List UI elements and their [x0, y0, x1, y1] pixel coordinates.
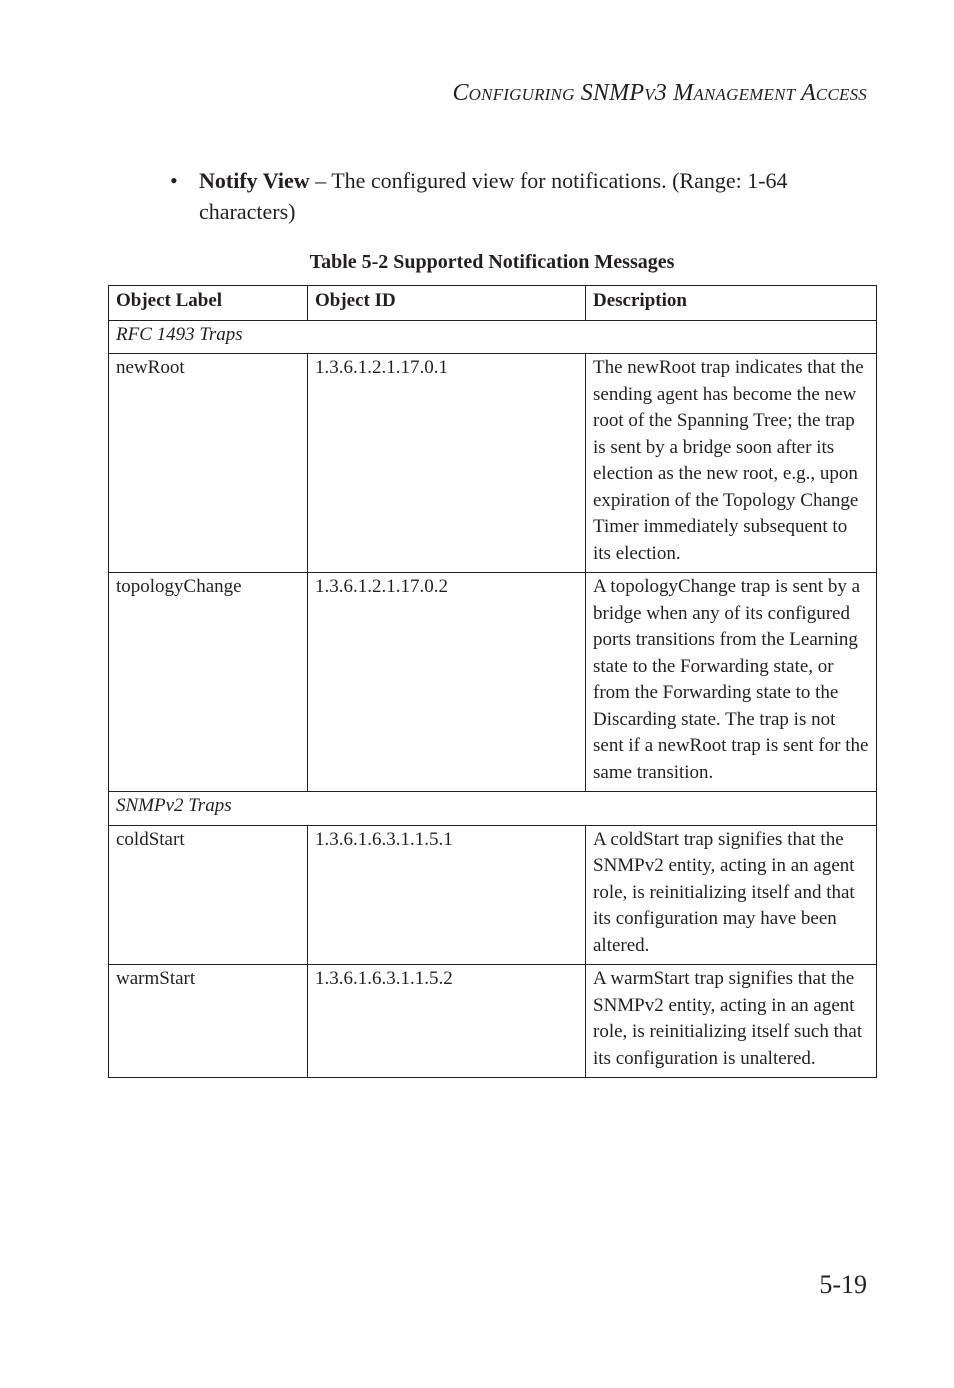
section-row [109, 320, 877, 354]
table-header-row [109, 286, 877, 321]
page-number: 5-19 [819, 1270, 867, 1299]
object-label: warmStart [109, 965, 308, 1078]
header-object-label: Object Label [109, 286, 308, 321]
table-row [109, 965, 877, 1078]
object-id: 1.3.6.1.2.1.17.0.1 [308, 354, 586, 573]
object-label: coldStart [109, 825, 308, 965]
section-title: RFC 1493 Traps [109, 320, 877, 354]
description: A warmStart trap signifies that the SNMPv2 entity, acting in an agent role, is reinitializing itself such that its configuration is unaltered. [586, 965, 877, 1078]
object-id: 1.3.6.1.6.3.1.1.5.2 [308, 965, 586, 1078]
description: A coldStart trap signifies that the SNMPv2 entity, acting in an agent role, is reinitializing itself and that its configuration may have been altered. [586, 825, 877, 965]
header-object-id: Object ID [308, 286, 586, 321]
bullet-text: – The configured view for notifications. (Range: 1-64 characters) [199, 168, 788, 224]
description: A topologyChange trap is sent by a bridge when any of its configured ports transitions from the Learning state to the Forwarding state, or from the Forwarding state to the Discarding state. The trap is not sent if a newRoot trap is sent for the same transition. [586, 573, 877, 792]
object-label: topologyChange [109, 573, 308, 792]
table-row [109, 825, 877, 965]
header-description: Description [586, 286, 877, 321]
description: The newRoot trap indicates that the sending agent has become the new root of the Spanning Tree; the trap is sent by a bridge soon after its election as the new root, e.g., upon expiration of the Topology Change Timer immediately subsequent to its election. [586, 354, 877, 573]
bullet-item [170, 165, 850, 227]
table-row [109, 573, 877, 792]
object-label: newRoot [109, 354, 308, 573]
table-caption: Table 5-2 Supported Notification Messages [309, 251, 675, 273]
bullet-term: Notify View [199, 168, 310, 193]
notification-table [108, 285, 877, 1078]
bullet-marker: • [170, 168, 178, 193]
section-title: SNMPv2 Traps [109, 792, 877, 826]
running-header: Configuring SNMPv3 Management Access [452, 80, 867, 106]
object-id: 1.3.6.1.2.1.17.0.2 [308, 573, 586, 792]
section-row [109, 792, 877, 826]
bullet-body [199, 165, 850, 227]
table-row [109, 354, 877, 573]
object-id: 1.3.6.1.6.3.1.1.5.1 [308, 825, 586, 965]
